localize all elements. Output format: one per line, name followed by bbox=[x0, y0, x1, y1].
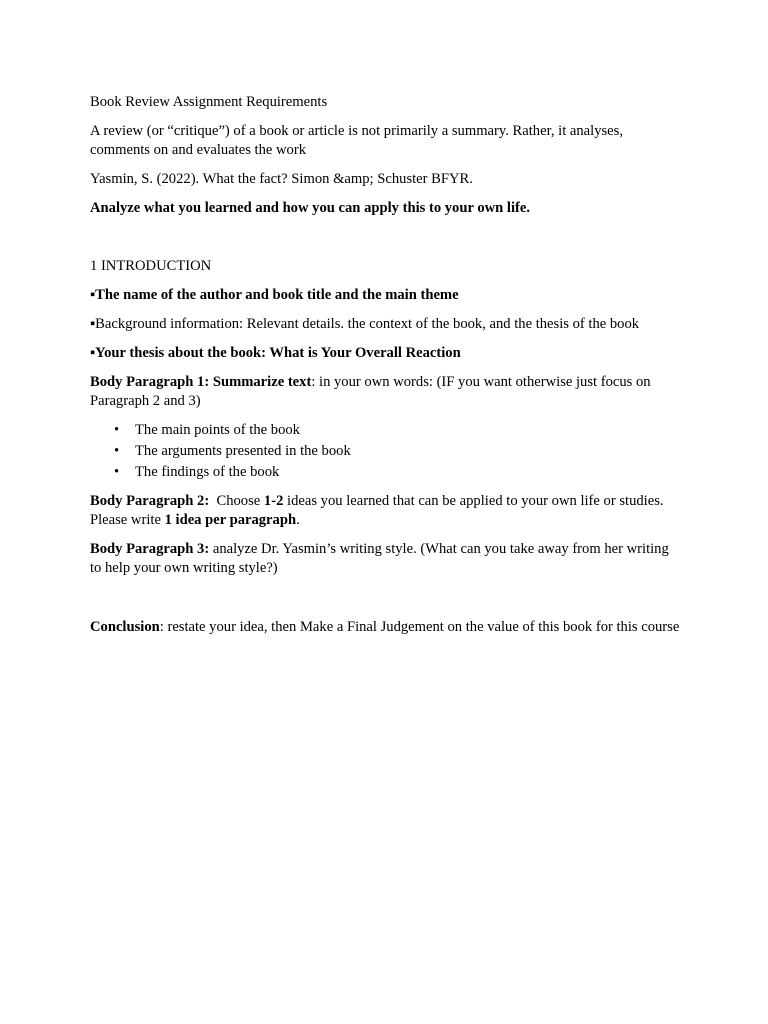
summary-points-list bbox=[90, 421, 680, 482]
main-instruction: Analyze what you learned and how you can apply this to your own life. bbox=[90, 200, 531, 216]
list-item bbox=[90, 442, 680, 461]
document-title: Book Review Assignment Requirements bbox=[90, 94, 328, 110]
body-paragraph-3-label: Body Paragraph 3: bbox=[90, 541, 210, 557]
body-paragraph-3 bbox=[90, 540, 680, 578]
section-heading: 1 INTRODUCTION bbox=[90, 258, 212, 274]
body-paragraph-1 bbox=[90, 373, 680, 411]
list-item-text: The arguments presented in the book bbox=[135, 443, 351, 459]
list-item bbox=[90, 463, 680, 482]
list-item-text: The main points of the book bbox=[135, 422, 300, 438]
body-paragraph-2-text-b: ideas you learned that can be applied to your own life or studies. Please write bbox=[90, 493, 671, 528]
bullet-icon: • bbox=[114, 464, 120, 480]
list-item-text: The findings of the book bbox=[135, 464, 280, 480]
body-paragraph-2-text-c: . bbox=[296, 512, 300, 528]
conclusion-label: Conclusion bbox=[90, 619, 160, 635]
intro-item-author-title: ▪The name of the author and book title and the main theme bbox=[90, 287, 459, 303]
body-paragraph-2-text-a: Choose bbox=[209, 493, 264, 509]
body-paragraph-2-label: Body Paragraph 2: bbox=[90, 493, 210, 509]
body-paragraph-2-bold-b: 1 idea per paragraph bbox=[164, 512, 297, 528]
book-citation: Yasmin, S. (2022). What the fact? Simon &amp; Schuster BFYR. bbox=[90, 171, 473, 187]
body-paragraph-3-text: analyze Dr. Yasmin’s writing style. (What can you take away from her writing to help your own writing style?) bbox=[90, 541, 669, 576]
conclusion-text: : restate your idea, then Make a Final Judgement on the value of this book for this course bbox=[159, 619, 680, 635]
bullet-icon: • bbox=[114, 422, 120, 438]
bullet-icon: • bbox=[114, 443, 120, 459]
body-paragraph-2 bbox=[90, 492, 680, 530]
conclusion-paragraph bbox=[90, 618, 680, 637]
document-content bbox=[90, 93, 680, 647]
body-paragraph-1-label: Body Paragraph 1: Summarize text bbox=[90, 374, 312, 390]
review-definition: A review (or “critique”) of a book or article is not primarily a summary. Rather, it analyses, comments on and evaluates the work bbox=[90, 123, 623, 158]
intro-item-thesis: ▪Your thesis about the book: What is Your Overall Reaction bbox=[90, 345, 461, 361]
body-paragraph-1-text: : in your own words: (IF you want otherwise just focus on Paragraph 2 and 3) bbox=[90, 374, 651, 409]
intro-item-background: ▪Background information: Relevant details. the context of the book, and the thesis of the book bbox=[90, 316, 640, 332]
list-item bbox=[90, 421, 680, 440]
body-paragraph-2-bold-a: 1-2 bbox=[263, 493, 284, 509]
